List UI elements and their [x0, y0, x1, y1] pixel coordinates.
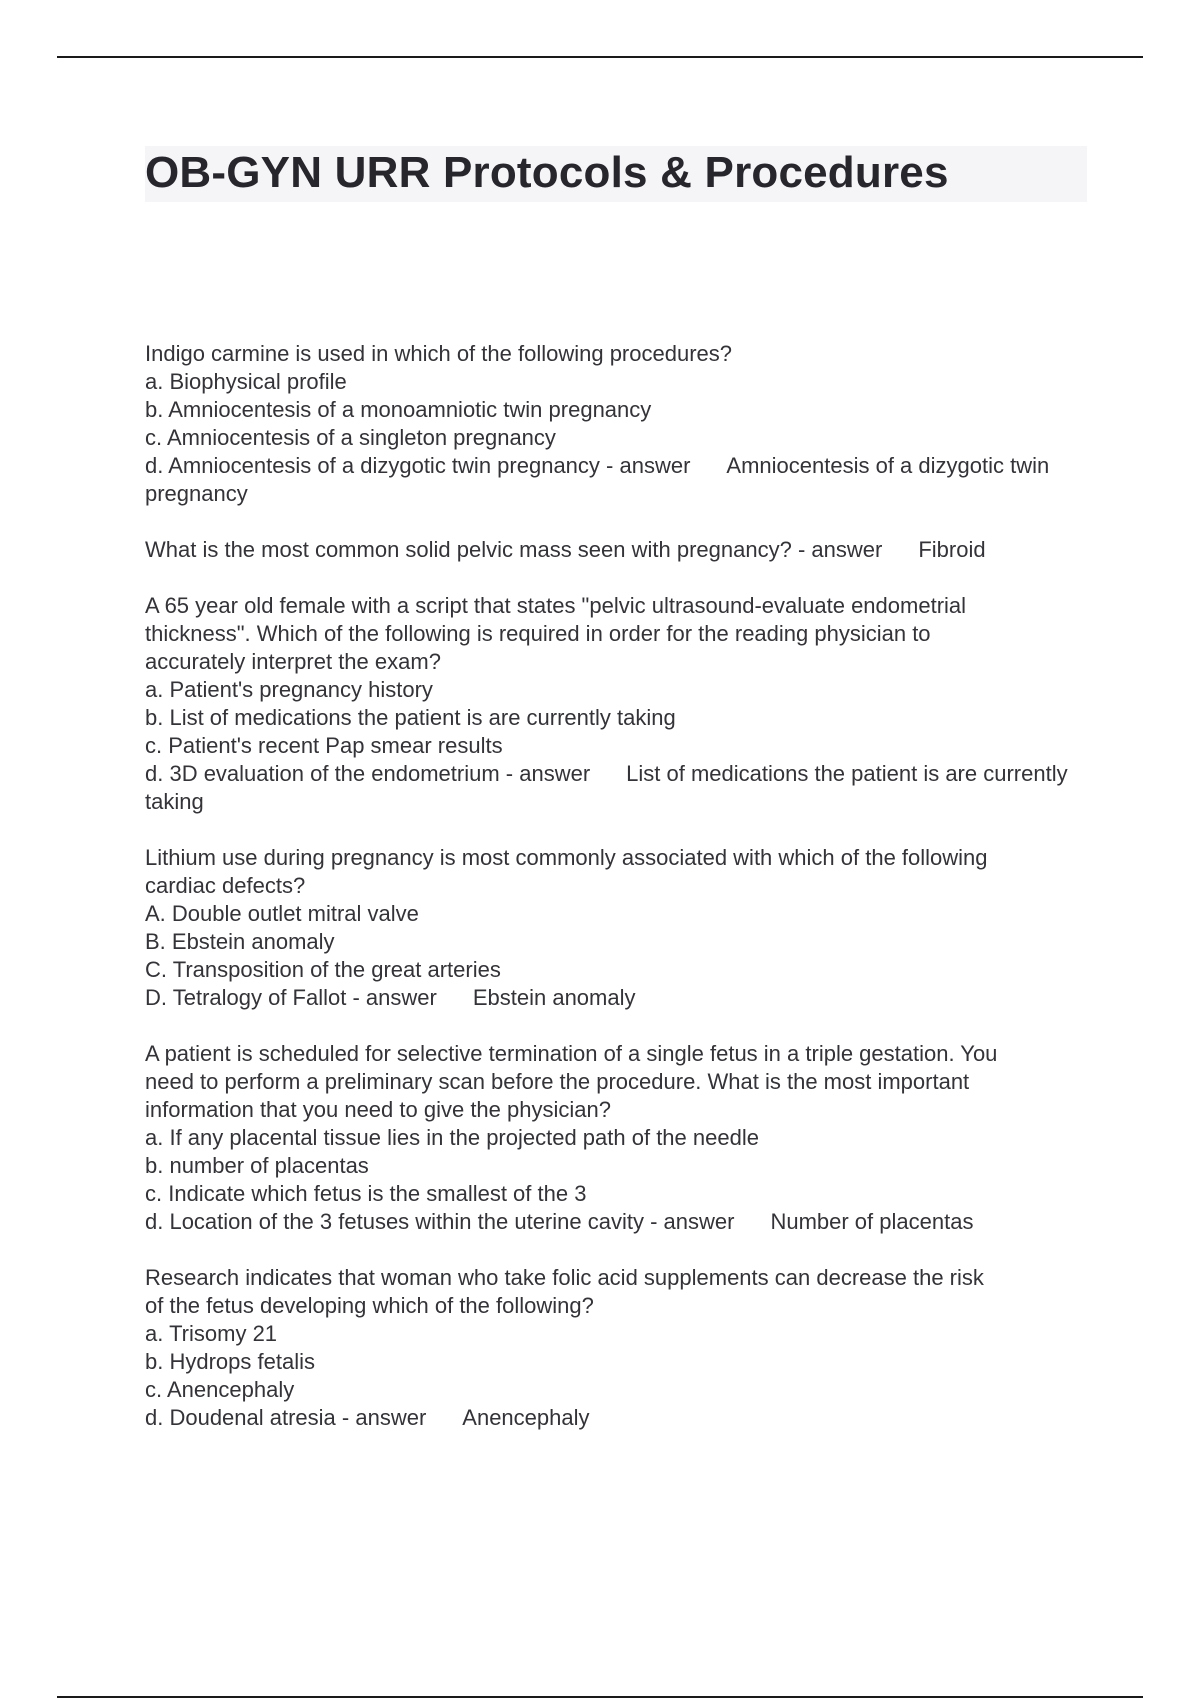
question-line: Indigo carmine is used in which of the following procedures?	[145, 341, 732, 366]
question-line: thickness". Which of the following is required in order for the reading physician to	[145, 621, 931, 646]
option: d. 3D evaluation of the endometrium	[145, 761, 500, 786]
option: d. Amniocentesis of a dizygotic twin pregnancy	[145, 453, 600, 478]
question-with-answer	[145, 536, 1095, 564]
final-option-with-answer	[145, 1404, 1095, 1432]
option: c. Anencephaly	[145, 1377, 295, 1402]
qa-item	[145, 1264, 1095, 1432]
qa-item	[145, 592, 1095, 816]
option: d. Location of the 3 fetuses within the uterine cavity	[145, 1209, 644, 1234]
option: c. Indicate which fetus is the smallest of the 3	[145, 1181, 587, 1206]
final-option-with-answer	[145, 760, 1095, 816]
question-line: need to perform a preliminary scan before the procedure. What is the most important	[145, 1069, 970, 1094]
option: D. Tetralogy of Fallot	[145, 985, 347, 1010]
answer-tag: - answer	[650, 1209, 735, 1234]
question-line: Research indicates that woman who take folic acid supplements can decrease the risk	[145, 1265, 984, 1290]
option: C. Transposition of the great arteries	[145, 957, 501, 982]
question-line: A patient is scheduled for selective termination of a single fetus in a triple gestation. You	[145, 1041, 998, 1066]
qa-item	[145, 536, 1095, 564]
answer: Anencephaly	[462, 1405, 590, 1430]
final-option-with-answer	[145, 452, 1095, 508]
page-title: OB-GYN URR Protocols & Procedures	[145, 148, 949, 197]
question-line: A 65 year old female with a script that states "pelvic ultrasound-evaluate endometrial	[145, 593, 967, 618]
option: a. Biophysical profile	[145, 369, 347, 394]
answer: Ebstein anomaly	[472, 985, 636, 1010]
option: a. If any placental tissue lies in the projected path of the needle	[145, 1125, 759, 1150]
answer-tag: - answer	[352, 985, 437, 1010]
answer: Amniocentesis of a dizygotic twin pregnancy	[145, 453, 1050, 506]
option: b. Hydrops fetalis	[145, 1349, 315, 1374]
answer: Fibroid	[918, 537, 986, 562]
question-line: information that you need to give the physician?	[145, 1097, 611, 1122]
option: B. Ebstein anomaly	[145, 929, 335, 954]
option: c. Amniocentesis of a singleton pregnancy	[145, 425, 556, 450]
answer: List of medications the patient is are currently taking	[145, 761, 1068, 814]
qa-list	[145, 340, 1095, 1460]
question-line: of the fetus developing which of the following?	[145, 1293, 594, 1318]
option: b. number of placentas	[145, 1153, 369, 1178]
qa-item	[145, 340, 1095, 508]
final-option-with-answer	[145, 1208, 1095, 1236]
option: d. Doudenal atresia	[145, 1405, 336, 1430]
answer-tag: - answer	[606, 453, 691, 478]
qa-item	[145, 1040, 1095, 1236]
option: b. List of medications the patient is are currently taking	[145, 705, 676, 730]
question-line: What is the most common solid pelvic mass seen with pregnancy?	[145, 537, 792, 562]
question-line: Lithium use during pregnancy is most commonly associated with which of the following	[145, 845, 988, 870]
question-line: cardiac defects?	[145, 873, 306, 898]
option: A. Double outlet mitral valve	[145, 901, 419, 926]
bottom-divider	[57, 1696, 1143, 1698]
answer-tag: - answer	[797, 537, 883, 562]
answer-tag: - answer	[341, 1405, 427, 1430]
final-option-with-answer	[145, 984, 1095, 1012]
answer: Number of placentas	[770, 1209, 974, 1234]
qa-item	[145, 844, 1095, 1012]
question-line: accurately interpret the exam?	[145, 649, 441, 674]
top-divider	[57, 56, 1143, 58]
option: a. Patient's pregnancy history	[145, 677, 433, 702]
option: a. Trisomy 21	[145, 1321, 278, 1346]
option: b. Amniocentesis of a monoamniotic twin pregnancy	[145, 397, 652, 422]
option: c. Patient's recent Pap smear results	[145, 733, 503, 758]
answer-tag: - answer	[505, 761, 591, 786]
